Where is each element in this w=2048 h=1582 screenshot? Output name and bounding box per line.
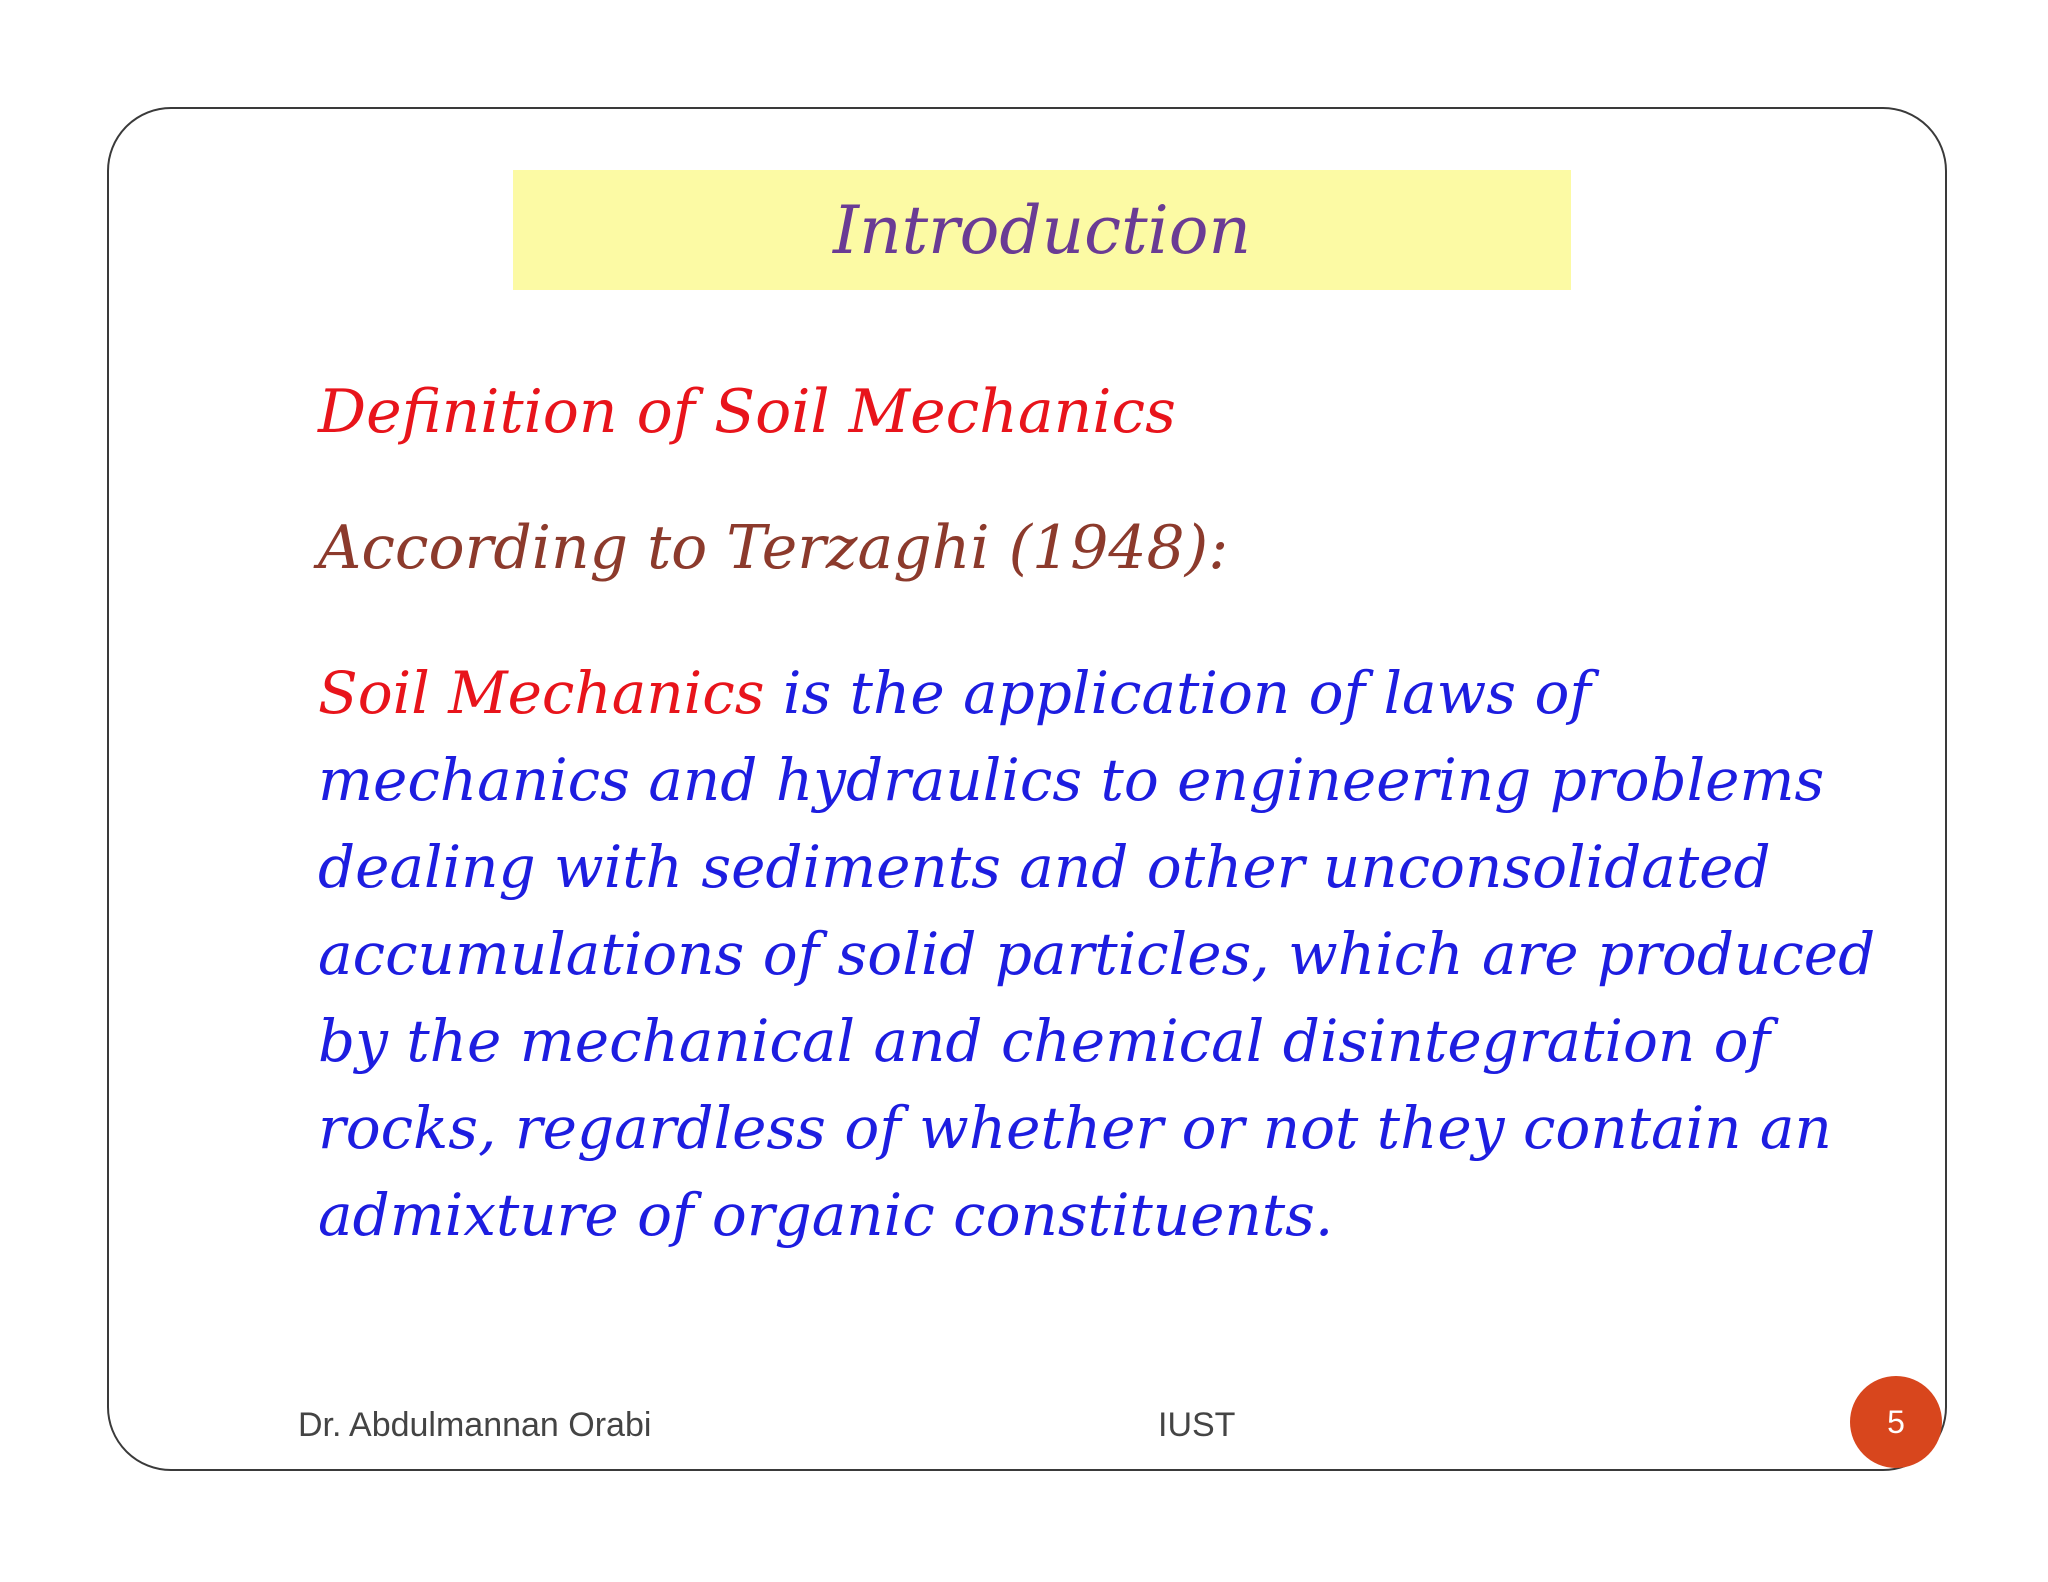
definition-line-5: by the mechanical and chemical disintegration of: [318, 1007, 1771, 1075]
definition-paragraph: [318, 650, 1876, 1259]
definition-line-2: mechanics and hydraulics to engineering problems: [318, 746, 1825, 814]
definition-line-4: accumulations of solid particles, which are produced: [318, 920, 1876, 988]
slide-title: Introduction: [833, 191, 1251, 269]
attribution-heading: According to Terzaghi (1948):: [318, 513, 1229, 583]
definition-line-6: rocks, regardless of whether or not they contain an: [318, 1094, 1832, 1162]
page-number-badge: 5: [1850, 1376, 1942, 1468]
definition-term: Soil Mechanics: [318, 659, 765, 727]
definition-heading: Definition of Soil Mechanics: [318, 377, 1176, 447]
definition-line-text: is the application of laws of: [764, 659, 1591, 727]
definition-line-7: admixture of organic constituents.: [318, 1181, 1334, 1249]
footer-author: Dr. Abdulmannan Orabi: [298, 1406, 652, 1444]
footer-institution: IUST: [1158, 1406, 1236, 1444]
definition-line-3: dealing with sediments and other unconsolidated: [318, 833, 1771, 901]
title-banner: [513, 170, 1571, 290]
definition-line-1: [318, 650, 1818, 737]
